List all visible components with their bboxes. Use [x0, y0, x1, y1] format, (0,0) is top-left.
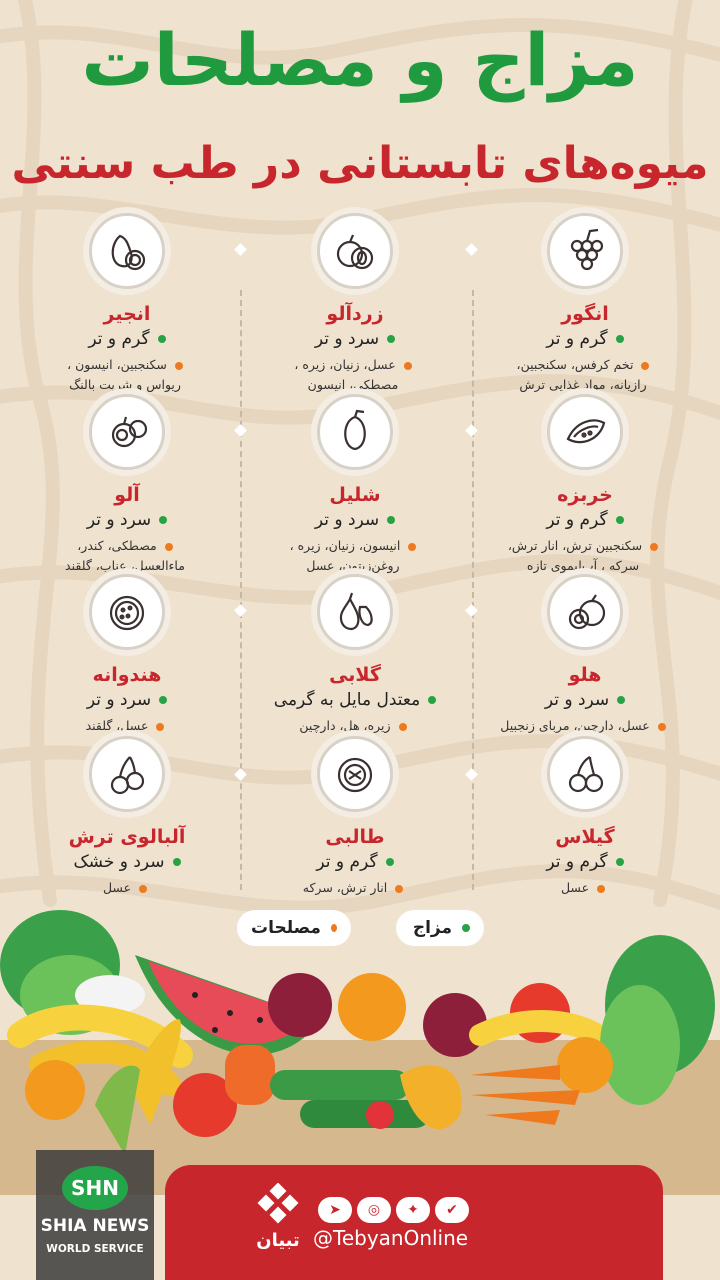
shn-logo: SHN	[62, 1166, 128, 1210]
temperament-text: سرد و خشک	[73, 852, 165, 872]
temperament-text: گرم و تر	[316, 852, 378, 872]
fruit-card-sour-cherry	[27, 736, 227, 898]
remedy-dot	[165, 543, 173, 551]
fruit-card-grapes	[485, 213, 685, 395]
remedy-text: ریواس و شربت بالنگ	[69, 377, 181, 392]
fruit-card-cherry	[485, 736, 685, 898]
remedy-text: زیره، هل، دارچین	[299, 718, 391, 733]
sour-cherry-icon	[89, 736, 165, 812]
temperament-dot	[616, 335, 624, 343]
fruit-name: انگور	[561, 303, 609, 325]
temperament-text: گرم و تر	[546, 329, 608, 349]
temperament-dot	[158, 335, 166, 343]
remedy-text: ماءالعسل، عناب، گلقند	[65, 558, 185, 573]
remedy-text: انیسون، زنیان، زیره ،	[289, 538, 401, 553]
social-handle[interactable]: @TebyanOnline	[313, 1226, 469, 1250]
temperament-text: سرد و تر	[544, 690, 610, 710]
pear-icon	[317, 574, 393, 650]
fruit-name: هلو	[568, 664, 602, 686]
fruit-name: گلابی	[329, 664, 381, 686]
temperament-text: سرد و تر	[86, 510, 152, 530]
remedy-dot	[658, 723, 666, 731]
column-divider	[472, 290, 474, 890]
fruit-card-melon	[485, 394, 685, 576]
temperament-dot	[159, 516, 167, 524]
remedy-text: رازیانه، مواد غذایی ترش	[519, 377, 647, 392]
cherry-icon	[547, 736, 623, 812]
instagram-icon[interactable]: ◎	[357, 1197, 391, 1223]
remedy-text: سرکه ، آب‌لیموی تازه	[526, 558, 640, 573]
temperament-text: سرد و تر	[314, 329, 380, 349]
legend-remedies-label: مصلحات	[251, 918, 321, 938]
shn-sub: WORLD SERVICE	[46, 1243, 144, 1255]
grapes-icon	[547, 213, 623, 289]
remedy-text: عسل، زنیان، زیره ،	[294, 357, 396, 372]
fruit-card-nectarine	[255, 394, 455, 576]
remedy-text: عسل	[102, 880, 132, 895]
temperament-dot	[617, 696, 625, 704]
fruit-card-plum	[27, 394, 227, 576]
temperament-text: گرم و تر	[546, 852, 608, 872]
remedy-text: سکنجبین ترش، انار ترش،	[507, 538, 643, 553]
remedy-dot	[650, 543, 658, 551]
fruit-name: آلبالوی ترش	[68, 826, 186, 848]
fruit-name: آلو	[114, 484, 140, 506]
legend-temperament-label: مزاج	[412, 918, 452, 938]
temperament-dot	[616, 516, 624, 524]
temperament-dot	[428, 696, 436, 704]
temperament-dot	[159, 696, 167, 704]
remedy-dot	[404, 362, 412, 370]
remedy-dot	[408, 543, 416, 551]
temperament-dot	[616, 858, 624, 866]
remedy-text: عسل، گلقند	[85, 718, 149, 733]
remedy-text: انار ترش، سرکه	[302, 880, 388, 895]
temperament-dot	[387, 335, 395, 343]
watermelon-icon	[89, 574, 165, 650]
fruit-name: خربزه	[557, 484, 613, 506]
fruit-card-apricot	[255, 213, 455, 395]
fruit-card-fig	[27, 213, 227, 395]
remedy-dot	[641, 362, 649, 370]
remedy-dot	[139, 885, 147, 893]
fruit-name: هندوانه	[92, 664, 162, 686]
tebyan-name: تبیان	[256, 1230, 300, 1251]
remedy-text: عسل، دارچین، مربای زنجبیل	[500, 718, 650, 733]
tebyan-logo-icon	[250, 1183, 306, 1231]
twitter-icon[interactable]: ✦	[396, 1197, 430, 1223]
temperament-dot	[386, 858, 394, 866]
remedy-dot	[156, 723, 164, 731]
fruit-card-pear	[255, 574, 455, 736]
temperament-text: معتدل مایل به گرمی	[273, 690, 421, 710]
fruit-card-watermelon	[27, 574, 227, 736]
remedy-dot	[175, 362, 183, 370]
temperament-text: گرم و تر	[88, 329, 150, 349]
fruit-name: گیلاس	[555, 826, 615, 848]
remedy-text: مصطکی، انیسون	[307, 377, 399, 392]
peach-icon	[547, 574, 623, 650]
temperament-text: گرم و تر	[546, 510, 608, 530]
remedy-text: سکنجبین، انیسون ،	[67, 357, 167, 372]
temperament-dot	[173, 858, 181, 866]
fruit-name: طالبی	[325, 826, 385, 848]
shn-watermark	[36, 1150, 154, 1280]
remedy-dot	[395, 885, 403, 893]
melon-icon	[547, 394, 623, 470]
remedy-text: روغن‌زیتون، عسل	[306, 558, 400, 573]
fruit-card-cantaloupe	[255, 736, 455, 898]
remedy-text: مصطکی، کندر،	[77, 538, 157, 553]
nectarine-icon	[317, 394, 393, 470]
plum-icon	[89, 394, 165, 470]
temperament-text: سرد و تر	[314, 510, 380, 530]
fruit-name: زردآلو	[326, 303, 384, 325]
shn-name: SHIA NEWS	[40, 1216, 150, 1236]
apricot-icon	[317, 213, 393, 289]
remedy-text: تخم کرفس، سکنجبین،	[516, 357, 634, 372]
fruit-name: انجیر	[103, 303, 151, 325]
remedy-dot	[399, 723, 407, 731]
remedy-dot	[597, 885, 605, 893]
page-title: مزاج و مصلحات	[81, 18, 639, 102]
temperament-text: سرد و تر	[86, 690, 152, 710]
fig-icon	[89, 213, 165, 289]
temperament-dot	[387, 516, 395, 524]
remedy-text: عسل	[560, 880, 590, 895]
fruit-card-peach	[485, 574, 685, 736]
page-subtitle: میوه‌های تابستانی در طب سنتی	[11, 138, 709, 189]
fruit-name: شلیل	[329, 484, 381, 506]
column-divider	[240, 290, 242, 890]
chat-icon[interactable]: ✔	[435, 1197, 469, 1223]
cantaloupe-icon	[317, 736, 393, 812]
telegram-icon[interactable]: ➤	[318, 1197, 352, 1223]
